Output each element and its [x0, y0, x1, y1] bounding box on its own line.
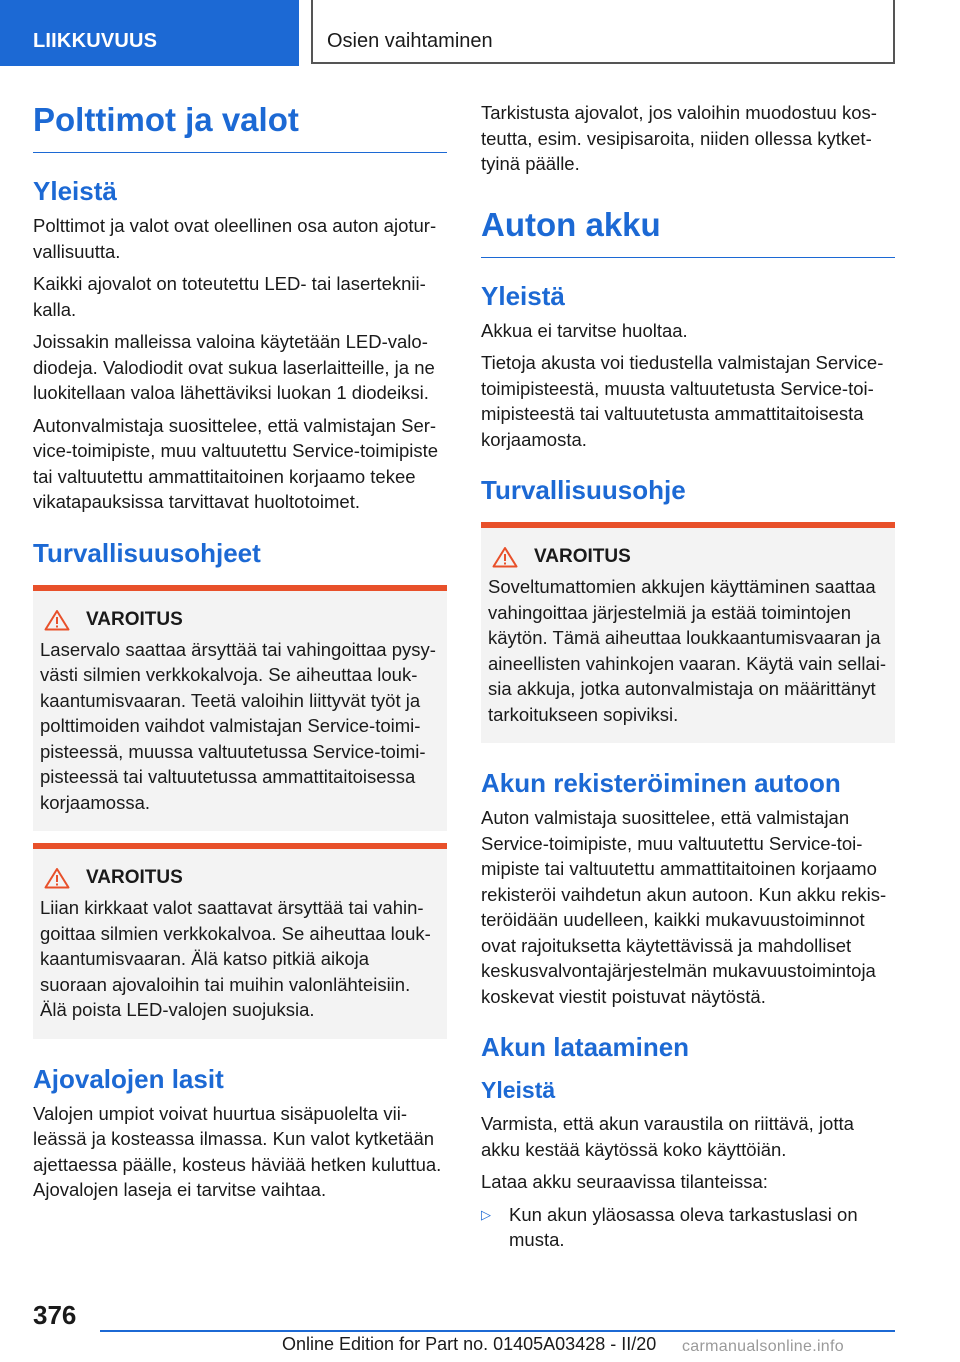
paragraph: Tietoja akusta voi tiedustella valmistajan Service-toimipisteestä, muusta valtuutetusta Service-toimipisteestä tai valtuutetusta ammattitaitoisesta korjaamosta. — [481, 352, 884, 450]
warning-title — [492, 546, 888, 568]
chapter-title: Osien vaihtaminen — [311, 0, 895, 64]
paragraph: Lataa akku seuraavissa tilanteissa: — [481, 1171, 768, 1192]
heading-akun-lataaminen: Akun lataaminen — [481, 1032, 690, 1062]
warning-title — [44, 609, 440, 631]
bullet-triangle-icon: ▷ — [481, 1206, 491, 1222]
warning-title — [44, 867, 440, 889]
warning-box-bright-lights — [33, 843, 447, 1039]
warning-label: VAROITUS — [86, 608, 183, 630]
paragraph: Polttimot ja valot ovat oleellinen osa auton ajoturvallisuutta. — [33, 215, 437, 262]
warning-label: VAROITUS — [534, 546, 631, 567]
heading-akun-rekisterointi: Akun rekisteröiminen autoon — [481, 768, 841, 798]
footer-divider — [100, 1330, 895, 1332]
heading-auton-akku: Auton akku — [481, 205, 895, 258]
list-item — [481, 1202, 895, 1260]
paragraph: Tarkistusta ajovalot, jos valoihin muodostuu kosteutta, esim. vesipisaroita, niiden ollessa kytkettyinä päälle. — [481, 102, 877, 174]
page-footer — [0, 1290, 960, 1362]
heading-ajovalojen-lasit: Ajovalojen lasit — [33, 1063, 224, 1094]
warning-box-battery — [481, 522, 895, 743]
edition-text: Online Edition for Part no. 01405A03428 - II/20 — [282, 1334, 657, 1354]
heading-yleista-left: Yleistä — [33, 176, 117, 206]
heading-turvallisuusohje: Turvallisuusohje — [481, 475, 686, 505]
warning-text: Soveltumattomien akkujen käyttäminen saattaa vahingoittaa järjestelmiä ja estää toimintojen käytön. Tämä aiheuttaa loukkaantumisvaaran ja aineellisten vahinkojen vaaran. Käytä vain sellaisia akkuja, jotka autonvalmistaja on määrittänyt tarkoitukseen sopiviksi. — [488, 576, 886, 725]
warning-text: Laservalo saattaa ärsyttää tai vahingoittaa pysyvästi silmien verkkokalvoja. Se aiheuttaa loukkaantumisvaaran. Teetä valoihin liittyvät työt ja polttimoiden vaihdot valmistajan Service-toimipisteessä, muussa valtuutetussa Service-toimipisteessä tai valtuutetussa ammattitaitoisessa korjaamossa. — [40, 638, 436, 813]
right-column — [481, 100, 895, 1260]
paragraph: Autonvalmistaja suosittelee, että valmistajan Service-toimipiste, muu valtuutettu Service-toimipiste tai valtuutettu ammattitaitoinen korjaamo tekee vikatapauksissa tarvittavat huoltotoimet. — [33, 414, 439, 512]
warning-triangle-icon — [44, 867, 70, 889]
paragraph: Joissakin malleissa valoina käytetään LED-valodiodeja. Valodiodit ovat sukua laserlaitteille, ja ne luokitellaan valoa lähettäviksi luokan 1 diodeiksi. — [33, 331, 435, 403]
watermark: carmanualsonline.info — [682, 1338, 844, 1355]
paragraph: Akkua ei tarvitse huoltaa. — [481, 319, 688, 341]
warning-box-laser — [33, 585, 447, 832]
section-tab: LIIKKUVUUS — [0, 0, 299, 66]
warning-triangle-icon — [492, 546, 518, 568]
paragraph: Varmista, että akun varaustila on riittävä, jotta akku kestää käytössä koko käyttöiän. — [481, 1113, 854, 1160]
paragraph: Valojen umpiot voivat huurtua sisäpuolelta viileässä ja kosteassa ilmassa. Kun valot kytketään ajettaessa päälle, kosteus häviää hetken kuluttua. Ajovalojen laseja ei tarvitse vaihtaa. — [33, 1102, 442, 1200]
left-column — [33, 100, 447, 1210]
page-number: 376 — [33, 1300, 77, 1330]
heading-turvallisuusohjeet: Turvallisuusohjeet — [33, 537, 261, 568]
heading-yleista-charging: Yleistä — [481, 1077, 556, 1103]
warning-label: VAROITUS — [86, 867, 183, 888]
list-item-text: Kun akun yläosassa oleva tarkastuslasi on musta. — [509, 1203, 858, 1250]
paragraph: Auton valmistaja suosittelee, että valmistajan Service-toimipiste, muu valtuutettu Service-toimipiste tai valtuutettu ammattitaitoinen korjaamo rekisteröi vaihdetun akun autoon. Kun akku rekisteröidään uudelleen, kaikki mukavuustoiminnot ovat rajoituksetta käytettävissä ja mahdolliset keskusvalvontajärjestelmän mukavuustoimintoja koskevat viestit poistuvat näytöstä. — [481, 807, 887, 1007]
page-header — [0, 0, 960, 66]
heading-polttimot: Polttimot ja valot — [33, 100, 447, 153]
paragraph: Kaikki ajovalot on toteutettu LED- tai lasertekniikalla. — [33, 273, 426, 320]
warning-text: Liian kirkkaat valot saattavat ärsyttää tai vahingoittaa silmien verkkokalvoa. Se aiheuttaa loukkaantumisvaaran. Älä katso pitkiä aikoja suoraan ajovaloihin tai muihin valonlähteisiin. Älä poista LED-valojen suojuksia. — [40, 897, 431, 1020]
heading-yleista-right: Yleistä — [481, 280, 565, 311]
warning-triangle-icon — [44, 609, 70, 631]
